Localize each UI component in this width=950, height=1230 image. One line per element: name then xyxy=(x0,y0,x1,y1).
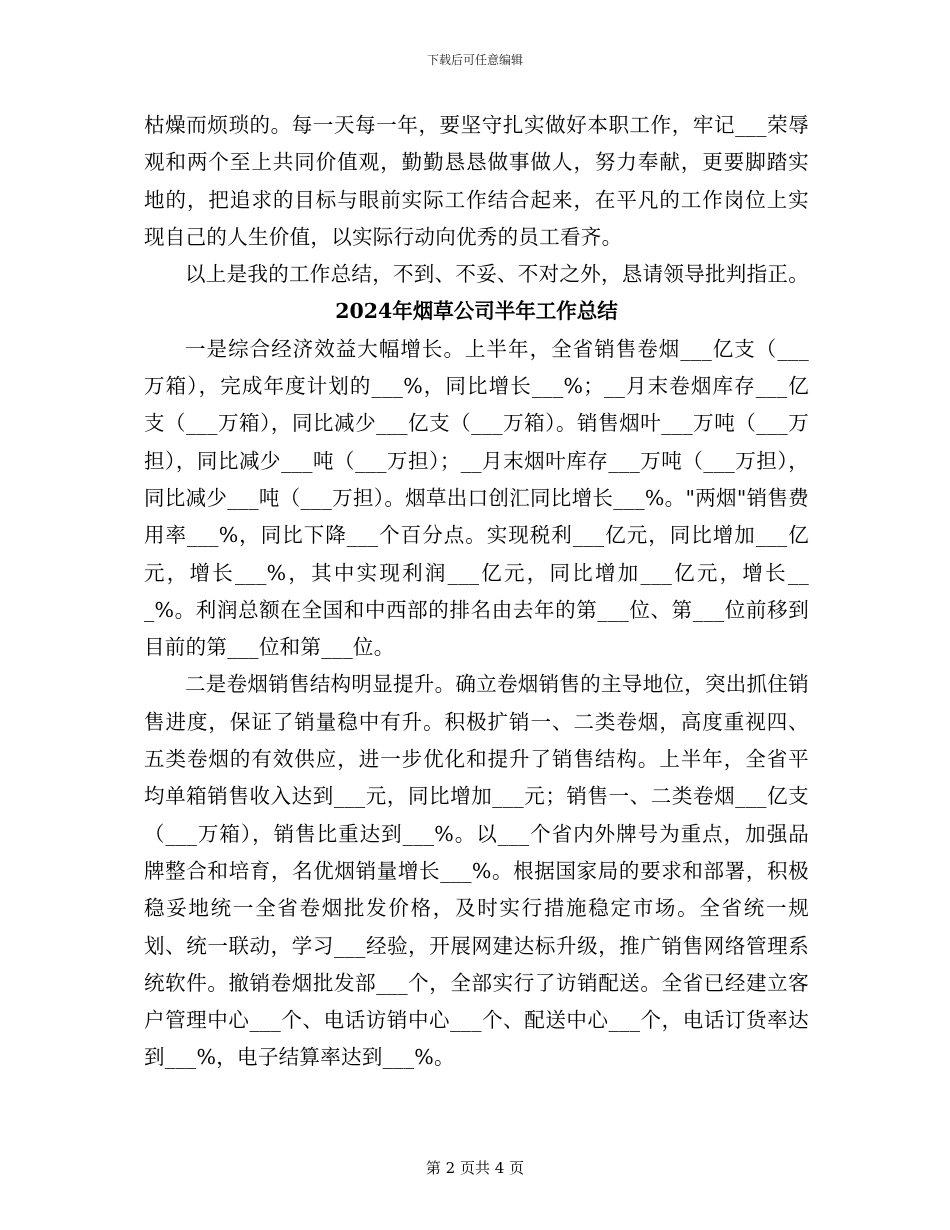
page-footer: 第 2 页共 4 页 xyxy=(425,1159,525,1177)
document-body xyxy=(144,107,809,1077)
paragraph-continued: 枯燥而烦琐的。每一天每一年，要坚守扎实做好本职工作，牢记___荣辱观和两个至上共同价值观，勤勤恳恳做事做人，努力奉献，更要脚踏实地的，把追求的目标与眼前实际工作结合起来，在平凡的工作岗位上实现自己的人生价值，以实际行动向优秀的员工看齐。 xyxy=(144,113,809,249)
paragraph-economic-benefit: 一是综合经济效益大幅增长。上半年，全省销售卷烟___亿支（___万箱），完成年度计划的___%，同比增长___%；__月末卷烟库存___亿支（___万箱），同比减少___亿支（___万箱）。销售烟叶___万吨（___万担），同比减少___吨（___万担）；__月末烟叶库存___万吨（___万担），同比减少___吨（___万担）。烟草出口创汇同比增长___%。"两烟"销售费用率___%，同比下降___个百分点。实现税利___亿元，同比增加___亿元，增长___%，其中实现利润___亿元，同比增加___亿元，增长___%。利润总额在全国和中西部的排名由去年的第___位、第___位前移到目前的第___位和第___位。 xyxy=(144,336,809,660)
paragraph-closing: 以上是我的工作总结，不到、不妥、不对之外，恳请领导批判指正。 xyxy=(185,262,809,287)
page-header: 下载后可任意编辑 xyxy=(426,53,523,67)
paragraph-sales-structure: 二是卷烟销售结构明显提升。确立卷烟销售的主导地位，突出抓住销售进度，保证了销量稳中有升。积极扩销一、二类卷烟，高度重视四、五类卷烟的有效供应，进一步优化和提升了销售结构。上半年，全省平均单箱销售收入达到___元，同比增加___元；销售一、二类卷烟___亿支（___万箱），销售比重达到___%。以___个省内外牌号为重点，加强品牌整合和培育，名优烟销量增长___%。根据国家局的要求和部署，积极稳妥地统一全省卷烟批发价格，及时实行措施稳定市场。全省统一规划、统一联动，学习___经验，开展网建达标升级，推广销售网络管理系统软件。撤销卷烟批发部___个，全部实行了访销配送。全省已经建立客户管理中心___个、电话访销中心___个、配送中心___个，电话订货率达到___%，电子结算率达到___%。 xyxy=(144,672,809,1070)
section-title: 2024年烟草公司半年工作总结 xyxy=(335,299,618,324)
